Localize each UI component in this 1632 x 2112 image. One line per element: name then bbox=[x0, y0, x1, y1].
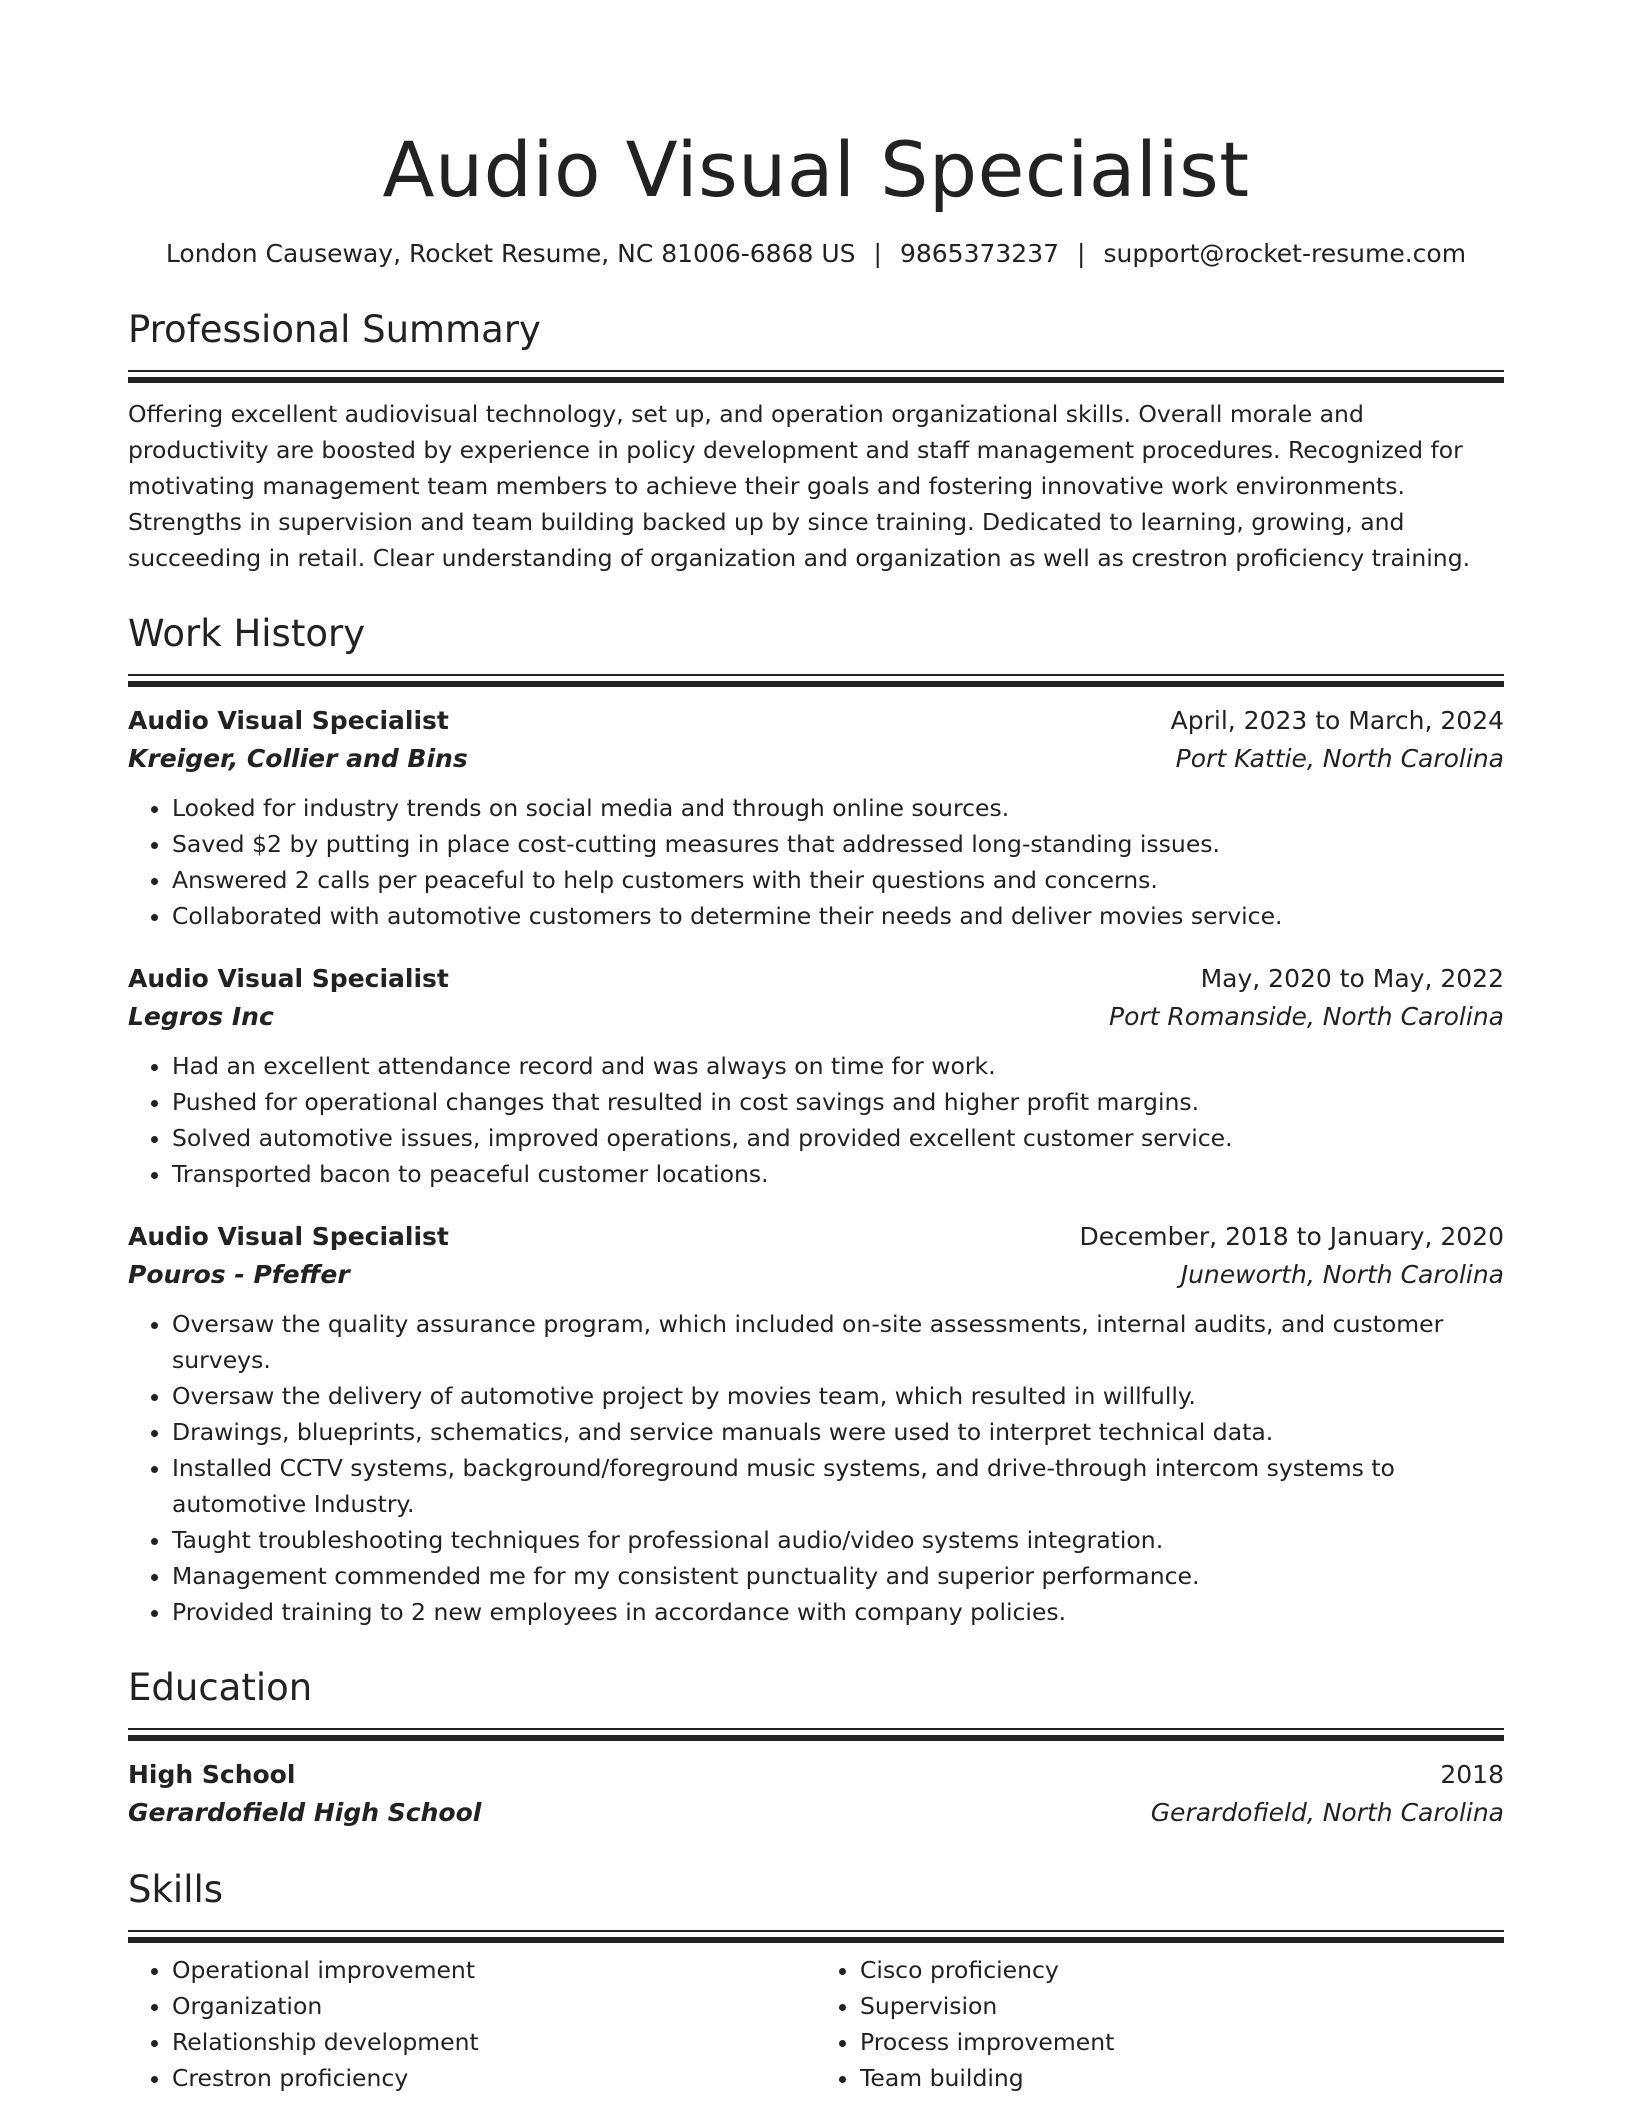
list-item: • Cisco proficiency bbox=[860, 1952, 1504, 1988]
section-work-history bbox=[128, 610, 1504, 1630]
summary-text: Offering excellent audiovisual technology, set up, and operation organizational skills. Overall morale and productivity are boosted by experience in policy development and staff management procedures. Recognized for motivating management team members to achieve their goals and fostering innovative work environments. Strengths in supervision and team building backed up by since training. Dedicated to learning, growing, and succeeding in retail. Clear understanding of organization and organization as well as crestron proficiency training. bbox=[128, 400, 1471, 572]
job-entry bbox=[128, 1218, 1504, 1630]
contact-separator: | bbox=[873, 239, 882, 268]
list-item: • Oversaw the quality assurance program, which included on-site assessments, internal audits, and customer surveys. bbox=[172, 1306, 1504, 1378]
job-title: Audio Visual Specialist bbox=[128, 1222, 449, 1251]
job-location: Port Kattie, North Carolina bbox=[1175, 744, 1504, 773]
job-bullets bbox=[128, 1048, 1504, 1192]
job-company: Pouros - Pfeffer bbox=[128, 1260, 350, 1289]
section-title-summary: Professional Summary bbox=[128, 308, 541, 351]
contact-address: London Causeway, Rocket Resume, NC 81006-6868 US bbox=[165, 239, 856, 268]
list-item: • Looked for industry trends on social media and through online sources. bbox=[172, 790, 1504, 826]
job-entry bbox=[128, 702, 1504, 934]
list-item: • Management commended me for my consistent punctuality and superior performance. bbox=[172, 1558, 1504, 1594]
job-title: Audio Visual Specialist bbox=[128, 706, 449, 735]
section-skills bbox=[128, 1866, 1504, 2096]
list-item: • Solved automotive issues, improved operations, and provided excellent customer service. bbox=[172, 1120, 1504, 1156]
section-title-work-history: Work History bbox=[128, 612, 366, 655]
list-item: • Installed CCTV systems, background/foreground music systems, and drive-through intercom systems to automotive Industry. bbox=[172, 1450, 1504, 1522]
list-item: • Drawings, blueprints, schematics, and service manuals were used to interpret technical data. bbox=[172, 1414, 1504, 1450]
list-item: • Team building bbox=[860, 2060, 1504, 2096]
contact-phone: 9865373237 bbox=[899, 239, 1060, 268]
list-item: • Relationship development bbox=[172, 2024, 816, 2060]
list-item: • Saved $2 by putting in place cost-cutting measures that addressed long-standing issues. bbox=[172, 826, 1504, 862]
skills-list-left bbox=[128, 1952, 816, 2096]
section-title-skills: Skills bbox=[128, 1868, 224, 1911]
education-location: Gerardofield, North Carolina bbox=[1150, 1798, 1504, 1827]
contact-line bbox=[128, 236, 1504, 272]
job-dates: May, 2020 to May, 2022 bbox=[1200, 964, 1504, 993]
list-item: • Supervision bbox=[860, 1988, 1504, 2024]
section-education bbox=[128, 1664, 1504, 1832]
skills-list-right bbox=[816, 1952, 1504, 2096]
list-item: • Provided training to 2 new employees in accordance with company policies. bbox=[172, 1594, 1504, 1630]
education-entry bbox=[128, 1756, 1504, 1832]
skills-columns bbox=[128, 1952, 1504, 2096]
section-divider bbox=[128, 1930, 1504, 1944]
education-school: Gerardofield High School bbox=[128, 1798, 482, 1827]
list-item: • Operational improvement bbox=[172, 1952, 816, 1988]
list-item: • Oversaw the delivery of automotive project by movies team, which resulted in willfully. bbox=[172, 1378, 1504, 1414]
job-location: Port Romanside, North Carolina bbox=[1109, 1002, 1504, 1031]
job-entry bbox=[128, 960, 1504, 1192]
job-title: Audio Visual Specialist bbox=[128, 964, 449, 993]
list-item: • Had an excellent attendance record and was always on time for work. bbox=[172, 1048, 1504, 1084]
list-item: • Taught troubleshooting techniques for professional audio/video systems integration. bbox=[172, 1522, 1504, 1558]
section-title-education: Education bbox=[128, 1666, 313, 1709]
section-summary bbox=[128, 306, 1504, 576]
job-company: Kreiger, Collier and Bins bbox=[128, 744, 468, 773]
list-item: • Crestron proficiency bbox=[172, 2060, 816, 2096]
job-dates: April, 2023 to March, 2024 bbox=[1170, 706, 1504, 735]
section-divider bbox=[128, 674, 1504, 688]
job-dates: December, 2018 to January, 2020 bbox=[1079, 1222, 1504, 1251]
list-item: • Pushed for operational changes that resulted in cost savings and higher profit margins. bbox=[172, 1084, 1504, 1120]
job-company: Legros Inc bbox=[128, 1002, 274, 1031]
list-item: • Transported bacon to peaceful customer locations. bbox=[172, 1156, 1504, 1192]
list-item: • Answered 2 calls per peaceful to help customers with their questions and concerns. bbox=[172, 862, 1504, 898]
list-item: • Collaborated with automotive customers to determine their needs and deliver movies service. bbox=[172, 898, 1504, 934]
education-degree: High School bbox=[128, 1760, 296, 1789]
education-year: 2018 bbox=[1440, 1760, 1504, 1789]
job-bullets bbox=[128, 1306, 1504, 1630]
contact-email[interactable]: support@rocket-resume.com bbox=[1103, 239, 1467, 268]
job-location: Juneworth, North Carolina bbox=[1180, 1260, 1504, 1289]
job-bullets bbox=[128, 790, 1504, 934]
list-item: • Process improvement bbox=[860, 2024, 1504, 2060]
list-item: • Organization bbox=[172, 1988, 816, 2024]
section-divider bbox=[128, 1728, 1504, 1742]
resume-name: Audio Visual Specialist bbox=[382, 125, 1250, 214]
section-divider bbox=[128, 370, 1504, 384]
contact-separator: | bbox=[1077, 239, 1086, 268]
